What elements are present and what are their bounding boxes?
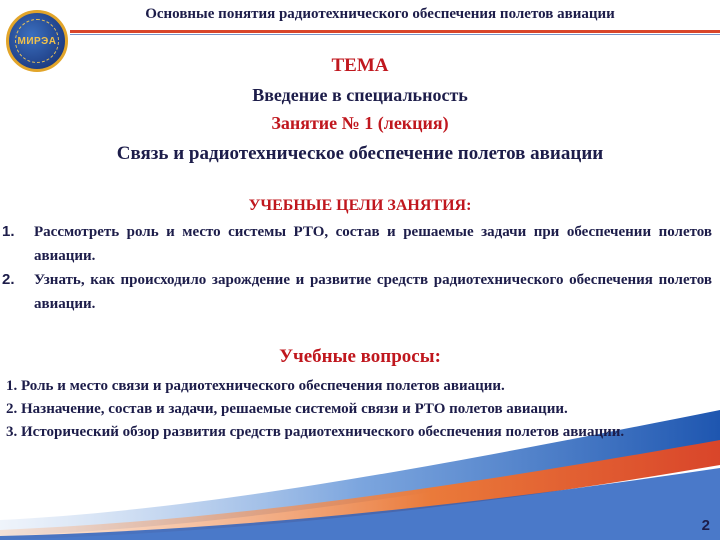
lesson-topic: Связь и радиотехническое обеспечение полетов авиации — [116, 143, 604, 164]
question-item: 3. Исторический обзор развития средств радиотехнического обеспечения полетов авиации. — [6, 424, 625, 440]
topic-label: ТЕМА — [331, 55, 389, 76]
question-item: 1. Роль и место связи и радиотехнического обеспечения полетов авиации. — [6, 378, 505, 394]
goal-number: 2. — [2, 271, 15, 288]
goal-item — [0, 268, 712, 316]
goals-list — [0, 220, 712, 316]
goal-item — [0, 220, 712, 268]
logo-text: МИРЭА — [17, 36, 57, 47]
goals-heading: УЧЕБНЫЕ ЦЕЛИ ЗАНЯТИЯ: — [248, 197, 472, 214]
goal-number: 1. — [2, 223, 15, 240]
lesson-number: Занятие № 1 (лекция) — [271, 113, 449, 133]
goal-text: Узнать, как происходило зарождение и развитие средств радиотехнического обеспечения полетов авиации. — [34, 272, 712, 312]
questions-list — [6, 375, 706, 444]
course-title: Введение в специальность — [252, 85, 468, 105]
header-title: Основные понятия радиотехнического обеспечения полетов авиации — [145, 6, 615, 22]
questions-heading: Учебные вопросы: — [279, 346, 441, 367]
page-number: 2 — [701, 517, 710, 534]
question-item: 2. Назначение, состав и задачи, решаемые системой связи и РТО полетов авиации. — [6, 401, 568, 417]
goal-text: Рассмотреть роль и место системы РТО, состав и решаемые задачи при обеспечении полетов авиации. — [34, 224, 712, 264]
